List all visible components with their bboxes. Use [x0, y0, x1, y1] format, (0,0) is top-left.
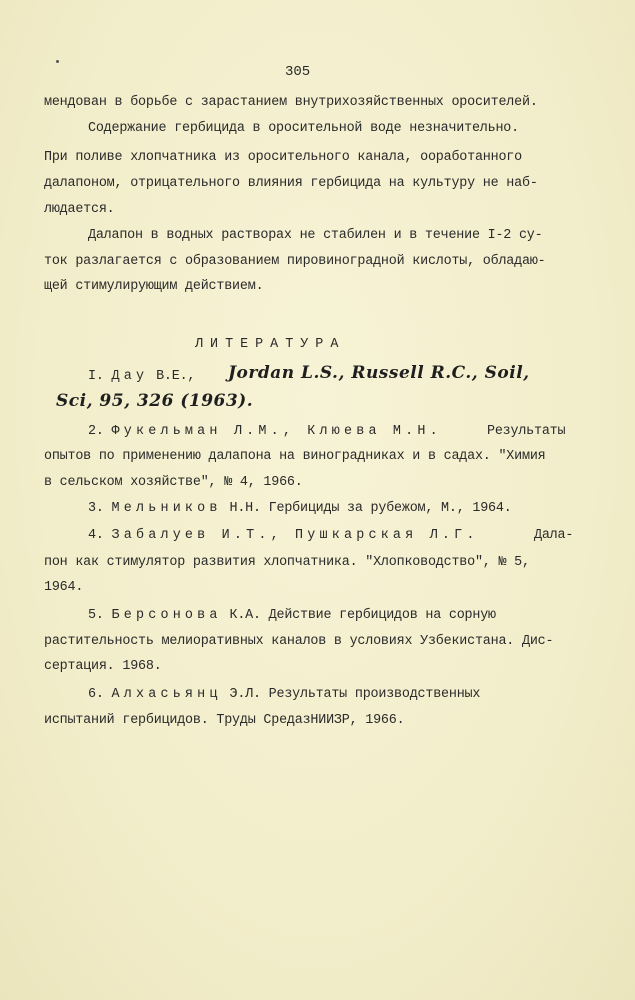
ref-authors: Фукельман Л.М., Клюева М.Н.	[111, 424, 442, 439]
ref-author: Алхасьянц	[111, 687, 222, 702]
ref-number: 6.	[88, 687, 104, 702]
body-line: мендован в борьбе с зарастанием внутрихозяйственных оросителей.	[44, 95, 538, 110]
handwritten-reference: Sci, 95, 326 (1963).	[56, 391, 254, 411]
body-line: щей стимулирующим действием.	[44, 279, 264, 294]
ref-text: Э.Л. Результаты производственных	[229, 687, 481, 702]
body-line: далапоном, отрицательного влияния гербицида на культуру не наб-	[44, 176, 538, 191]
ref-text: Дала-	[534, 528, 574, 543]
ref-number: 4.	[88, 528, 104, 543]
ref-text: пон как стимулятор развития хлопчатника. "Хлопководство", № 5,	[44, 555, 530, 570]
reference-item	[88, 528, 479, 544]
reference-item	[88, 369, 195, 385]
ref-text: Результаты	[487, 424, 566, 439]
ref-text: Н.Н. Гербициды за рубежом, М., 1964.	[229, 501, 512, 516]
ref-number: 2.	[88, 424, 104, 439]
literature-heading: ЛИТЕРАТУРА	[195, 337, 346, 352]
ref-text: 1964.	[44, 580, 84, 595]
ref-author: Мельников	[111, 501, 222, 516]
ref-number: 3.	[88, 501, 104, 516]
ref-text: в сельском хозяйстве", № 4, 1966.	[44, 475, 303, 490]
ref-author: Дау	[111, 369, 149, 384]
body-line: Далапон в водных растворах не стабилен и в течение I-2 су-	[88, 228, 543, 243]
ref-text: растительность мелиоративных каналов в условиях Узбекистана. Дис-	[44, 634, 554, 649]
ref-number: I.	[88, 369, 104, 384]
speck-mark	[56, 60, 59, 63]
ref-text: сертация. 1968.	[44, 659, 162, 674]
ref-number: 5.	[88, 608, 104, 623]
ref-authors: Забалуев И.Т., Пушкарская Л.Г.	[111, 528, 479, 543]
body-line: людается.	[44, 202, 115, 217]
page-number: 305	[285, 64, 311, 80]
reference-item	[88, 501, 512, 517]
ref-initials: В.Е.,	[156, 369, 196, 384]
ref-text: испытаний гербицидов. Труды СредазНИИЗР, 1966.	[44, 713, 405, 728]
handwritten-reference: Jordan L.S., Russell R.C., Soil,	[228, 363, 530, 383]
reference-item	[88, 687, 480, 703]
body-line: ток разлагается с образованием пировиноградной кислоты, обладаю-	[44, 254, 546, 269]
reference-item	[88, 608, 496, 624]
reference-item	[88, 424, 442, 440]
ref-text: К.А. Действие гербицидов на сорную	[229, 608, 496, 623]
ref-author: Берсонова	[111, 608, 222, 623]
ref-text: опытов по применению далапона на виноградниках и в садах. "Химия	[44, 449, 546, 464]
body-line: При поливе хлопчатника из оросительного канала, ооработанного	[44, 150, 522, 165]
body-line: Содержание гербицида в оросительной воде незначительно.	[88, 121, 519, 136]
